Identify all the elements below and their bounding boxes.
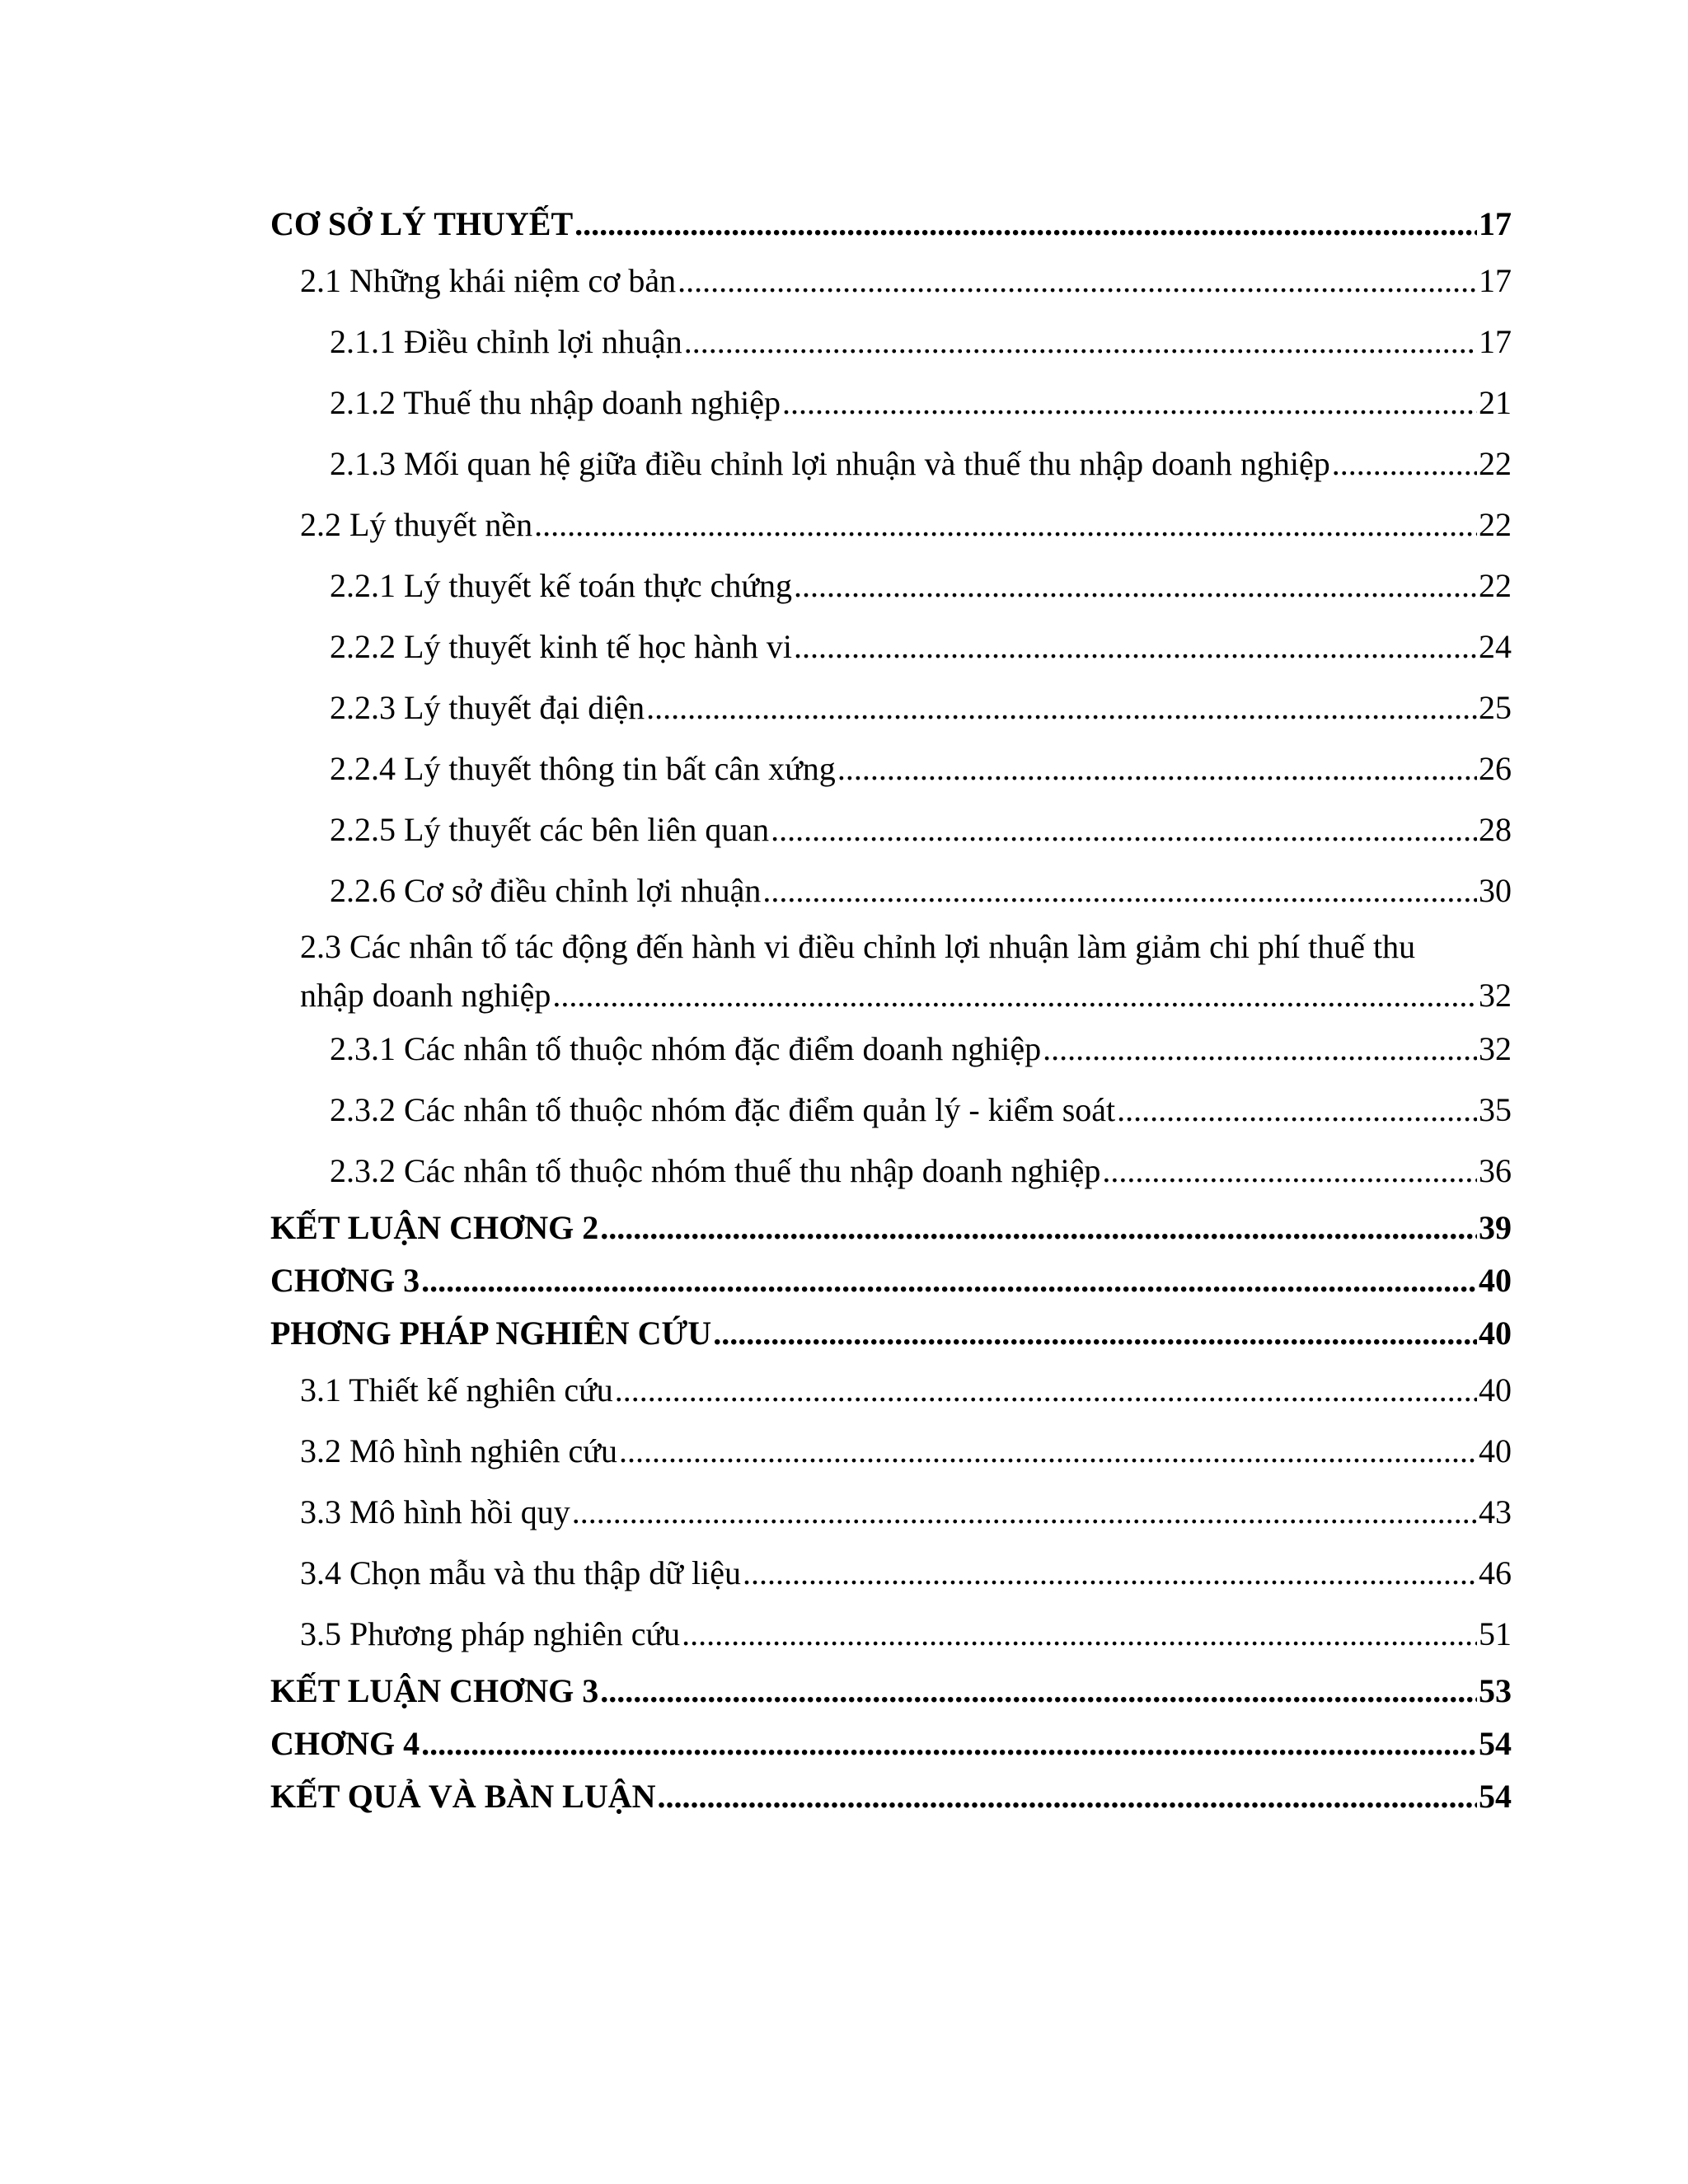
toc-entry[interactable] xyxy=(270,1543,1512,1604)
toc-entry[interactable] xyxy=(270,1019,1512,1080)
toc-entry-page: 51 xyxy=(1479,1615,1512,1652)
toc-entry[interactable] xyxy=(270,1141,1512,1202)
toc-entry-page: 40 xyxy=(1479,1315,1512,1352)
toc-entry-page: 25 xyxy=(1479,689,1512,726)
toc-entry-title: KẾT LUẬN CHƠNG 2 xyxy=(270,1209,599,1246)
dot-leader xyxy=(534,494,1477,555)
toc-entry[interactable] xyxy=(270,1604,1512,1665)
toc-entry-title: 2.1.2 Thuế thu nhập doanh nghiệp xyxy=(330,384,781,421)
toc-entry-title: 3.4 Chọn mẫu và thu thập dữ liệu xyxy=(300,1554,741,1591)
toc-entry-title: 3.3 Mô hình hồi quy xyxy=(300,1493,570,1530)
dot-leader xyxy=(771,799,1477,860)
dot-leader xyxy=(572,1482,1477,1543)
toc-entry-title: 2.1.3 Mối quan hệ giữa điều chỉnh lợi nhuận và thuế thu nhập doanh nghiệp xyxy=(330,445,1330,482)
toc-entry-title-line1: 2.3 Các nhân tố tác động đến hành vi điều chỉnh lợi nhuận làm giảm chi phí thuế thu xyxy=(300,928,1416,965)
toc-entry-page: 32 xyxy=(1479,977,1512,1014)
toc-entry[interactable] xyxy=(270,738,1512,799)
toc-entry-page: 26 xyxy=(1479,750,1512,787)
toc-entry-page: 32 xyxy=(1479,1030,1512,1067)
dot-leader xyxy=(574,198,1477,251)
toc-entry-page: 39 xyxy=(1479,1209,1512,1246)
toc-entry-page: 17 xyxy=(1479,205,1512,242)
dot-leader xyxy=(743,1543,1477,1604)
toc-entry-page: 22 xyxy=(1479,567,1512,604)
toc-entry-page: 54 xyxy=(1479,1725,1512,1762)
toc-entry[interactable] xyxy=(270,555,1512,616)
toc-entry[interactable] xyxy=(270,373,1512,434)
toc-entry[interactable] xyxy=(270,312,1512,373)
toc-entry-page: 53 xyxy=(1479,1672,1512,1709)
dot-leader xyxy=(646,677,1477,738)
toc-entry-page: 43 xyxy=(1479,1493,1512,1530)
toc-entry[interactable] xyxy=(270,494,1512,555)
toc-entry-title: 2.1 Những khái niệm cơ bản xyxy=(300,262,677,299)
toc-entry-title: 2.3.1 Các nhân tố thuộc nhóm đặc điểm doanh nghiệp xyxy=(330,1030,1042,1067)
toc-entry-title: KẾT LUẬN CHƠNG 3 xyxy=(270,1672,599,1709)
toc-entry-multiline[interactable] xyxy=(270,921,1512,1019)
toc-entry-title: PHƠNG PHÁP NGHIÊN CỨU xyxy=(270,1315,712,1352)
dot-leader xyxy=(1043,1019,1477,1080)
toc-entry-page: 17 xyxy=(1479,262,1512,299)
dot-leader xyxy=(1117,1080,1477,1141)
dot-leader xyxy=(1332,434,1477,494)
toc-entry-page: 24 xyxy=(1479,628,1512,665)
dot-leader xyxy=(421,1718,1477,1770)
dot-leader xyxy=(1102,1141,1477,1202)
dot-leader xyxy=(713,1307,1477,1360)
toc-entry[interactable] xyxy=(270,1482,1512,1543)
toc-entry-page: 17 xyxy=(1479,323,1512,360)
dot-leader xyxy=(794,616,1477,677)
toc-entry[interactable] xyxy=(270,1202,1512,1254)
toc-entry-title: CƠ SỞ LÝ THUYẾT xyxy=(270,205,574,242)
toc-entry-page: 54 xyxy=(1479,1778,1512,1815)
toc-entry[interactable] xyxy=(270,1080,1512,1141)
dot-leader xyxy=(600,1665,1477,1718)
toc-entry[interactable] xyxy=(270,1718,1512,1770)
toc-entry-title: 2.2.1 Lý thuyết kế toán thực chứng xyxy=(330,567,793,604)
toc-entry[interactable] xyxy=(270,860,1512,921)
dot-leader xyxy=(684,312,1477,373)
toc-entry-title: 2.2.6 Cơ sở điều chỉnh lợi nhuận xyxy=(330,872,762,909)
toc-entry-title: CHƠNG 4 xyxy=(270,1725,420,1762)
toc-entry[interactable] xyxy=(270,1307,1512,1360)
dot-leader xyxy=(782,373,1477,434)
toc-entry-title: 2.1.1 Điều chỉnh lợi nhuận xyxy=(330,323,682,360)
toc-entry-title: 2.2.2 Lý thuyết kinh tế học hành vi xyxy=(330,628,793,665)
toc-entry[interactable] xyxy=(270,1421,1512,1482)
toc-entry-title-line2: nhập doanh nghiệp xyxy=(300,977,551,1014)
dot-leader xyxy=(837,738,1477,799)
toc-entry[interactable] xyxy=(270,616,1512,677)
toc-entry-title: 2.2.5 Lý thuyết các bên liên quan xyxy=(330,811,770,848)
dot-leader xyxy=(615,1360,1477,1421)
toc-entry[interactable] xyxy=(270,198,1512,251)
toc-entry-title: 3.2 Mô hình nghiên cứu xyxy=(300,1432,617,1469)
toc-entry[interactable] xyxy=(270,677,1512,738)
toc-entry[interactable] xyxy=(270,1665,1512,1718)
toc-entry[interactable] xyxy=(270,251,1512,312)
toc-entry-title: 3.5 Phương pháp nghiên cứu xyxy=(300,1615,681,1652)
dot-leader xyxy=(619,1421,1477,1482)
toc-entry-title: 2.2 Lý thuyết nền xyxy=(300,506,533,543)
dot-leader xyxy=(600,1202,1477,1254)
toc-entry[interactable] xyxy=(270,799,1512,860)
toc-entry-page: 40 xyxy=(1479,1262,1512,1299)
toc-entry-page: 28 xyxy=(1479,811,1512,848)
toc-entry-page: 21 xyxy=(1479,384,1512,421)
dot-leader xyxy=(678,251,1477,312)
toc-entry-page: 22 xyxy=(1479,506,1512,543)
dot-leader xyxy=(682,1604,1477,1665)
toc-entry-page: 40 xyxy=(1479,1432,1512,1469)
toc-entry[interactable] xyxy=(270,1360,1512,1421)
table-of-contents xyxy=(270,198,1512,1823)
toc-entry[interactable] xyxy=(270,1770,1512,1823)
dot-leader xyxy=(794,555,1477,616)
toc-entry-page: 22 xyxy=(1479,445,1512,482)
toc-entry-page: 30 xyxy=(1479,872,1512,909)
toc-entry-title: 3.1 Thiết kế nghiên cứu xyxy=(300,1371,613,1408)
toc-entry-title: 2.3.2 Các nhân tố thuộc nhóm thuế thu nhập doanh nghiệp xyxy=(330,1152,1101,1189)
toc-entry[interactable] xyxy=(270,434,1512,494)
toc-entry-page: 35 xyxy=(1479,1091,1512,1128)
dot-leader xyxy=(552,972,1477,1019)
toc-entry-page: 46 xyxy=(1479,1554,1512,1591)
toc-entry[interactable] xyxy=(270,1254,1512,1307)
dot-leader xyxy=(762,860,1477,921)
dot-leader xyxy=(657,1770,1477,1823)
toc-entry-title: 2.2.3 Lý thuyết đại diện xyxy=(330,689,645,726)
dot-leader xyxy=(421,1254,1477,1307)
toc-entry-title: 2.2.4 Lý thuyết thông tin bất cân xứng xyxy=(330,750,836,787)
toc-entry-page: 36 xyxy=(1479,1152,1512,1189)
toc-entry-title: KẾT QUẢ VÀ BÀN LUẬN xyxy=(270,1778,656,1815)
toc-entry-page: 40 xyxy=(1479,1371,1512,1408)
toc-entry-title: CHƠNG 3 xyxy=(270,1262,420,1299)
toc-entry-title: 2.3.2 Các nhân tố thuộc nhóm đặc điểm quản lý - kiểm soát xyxy=(330,1091,1116,1128)
